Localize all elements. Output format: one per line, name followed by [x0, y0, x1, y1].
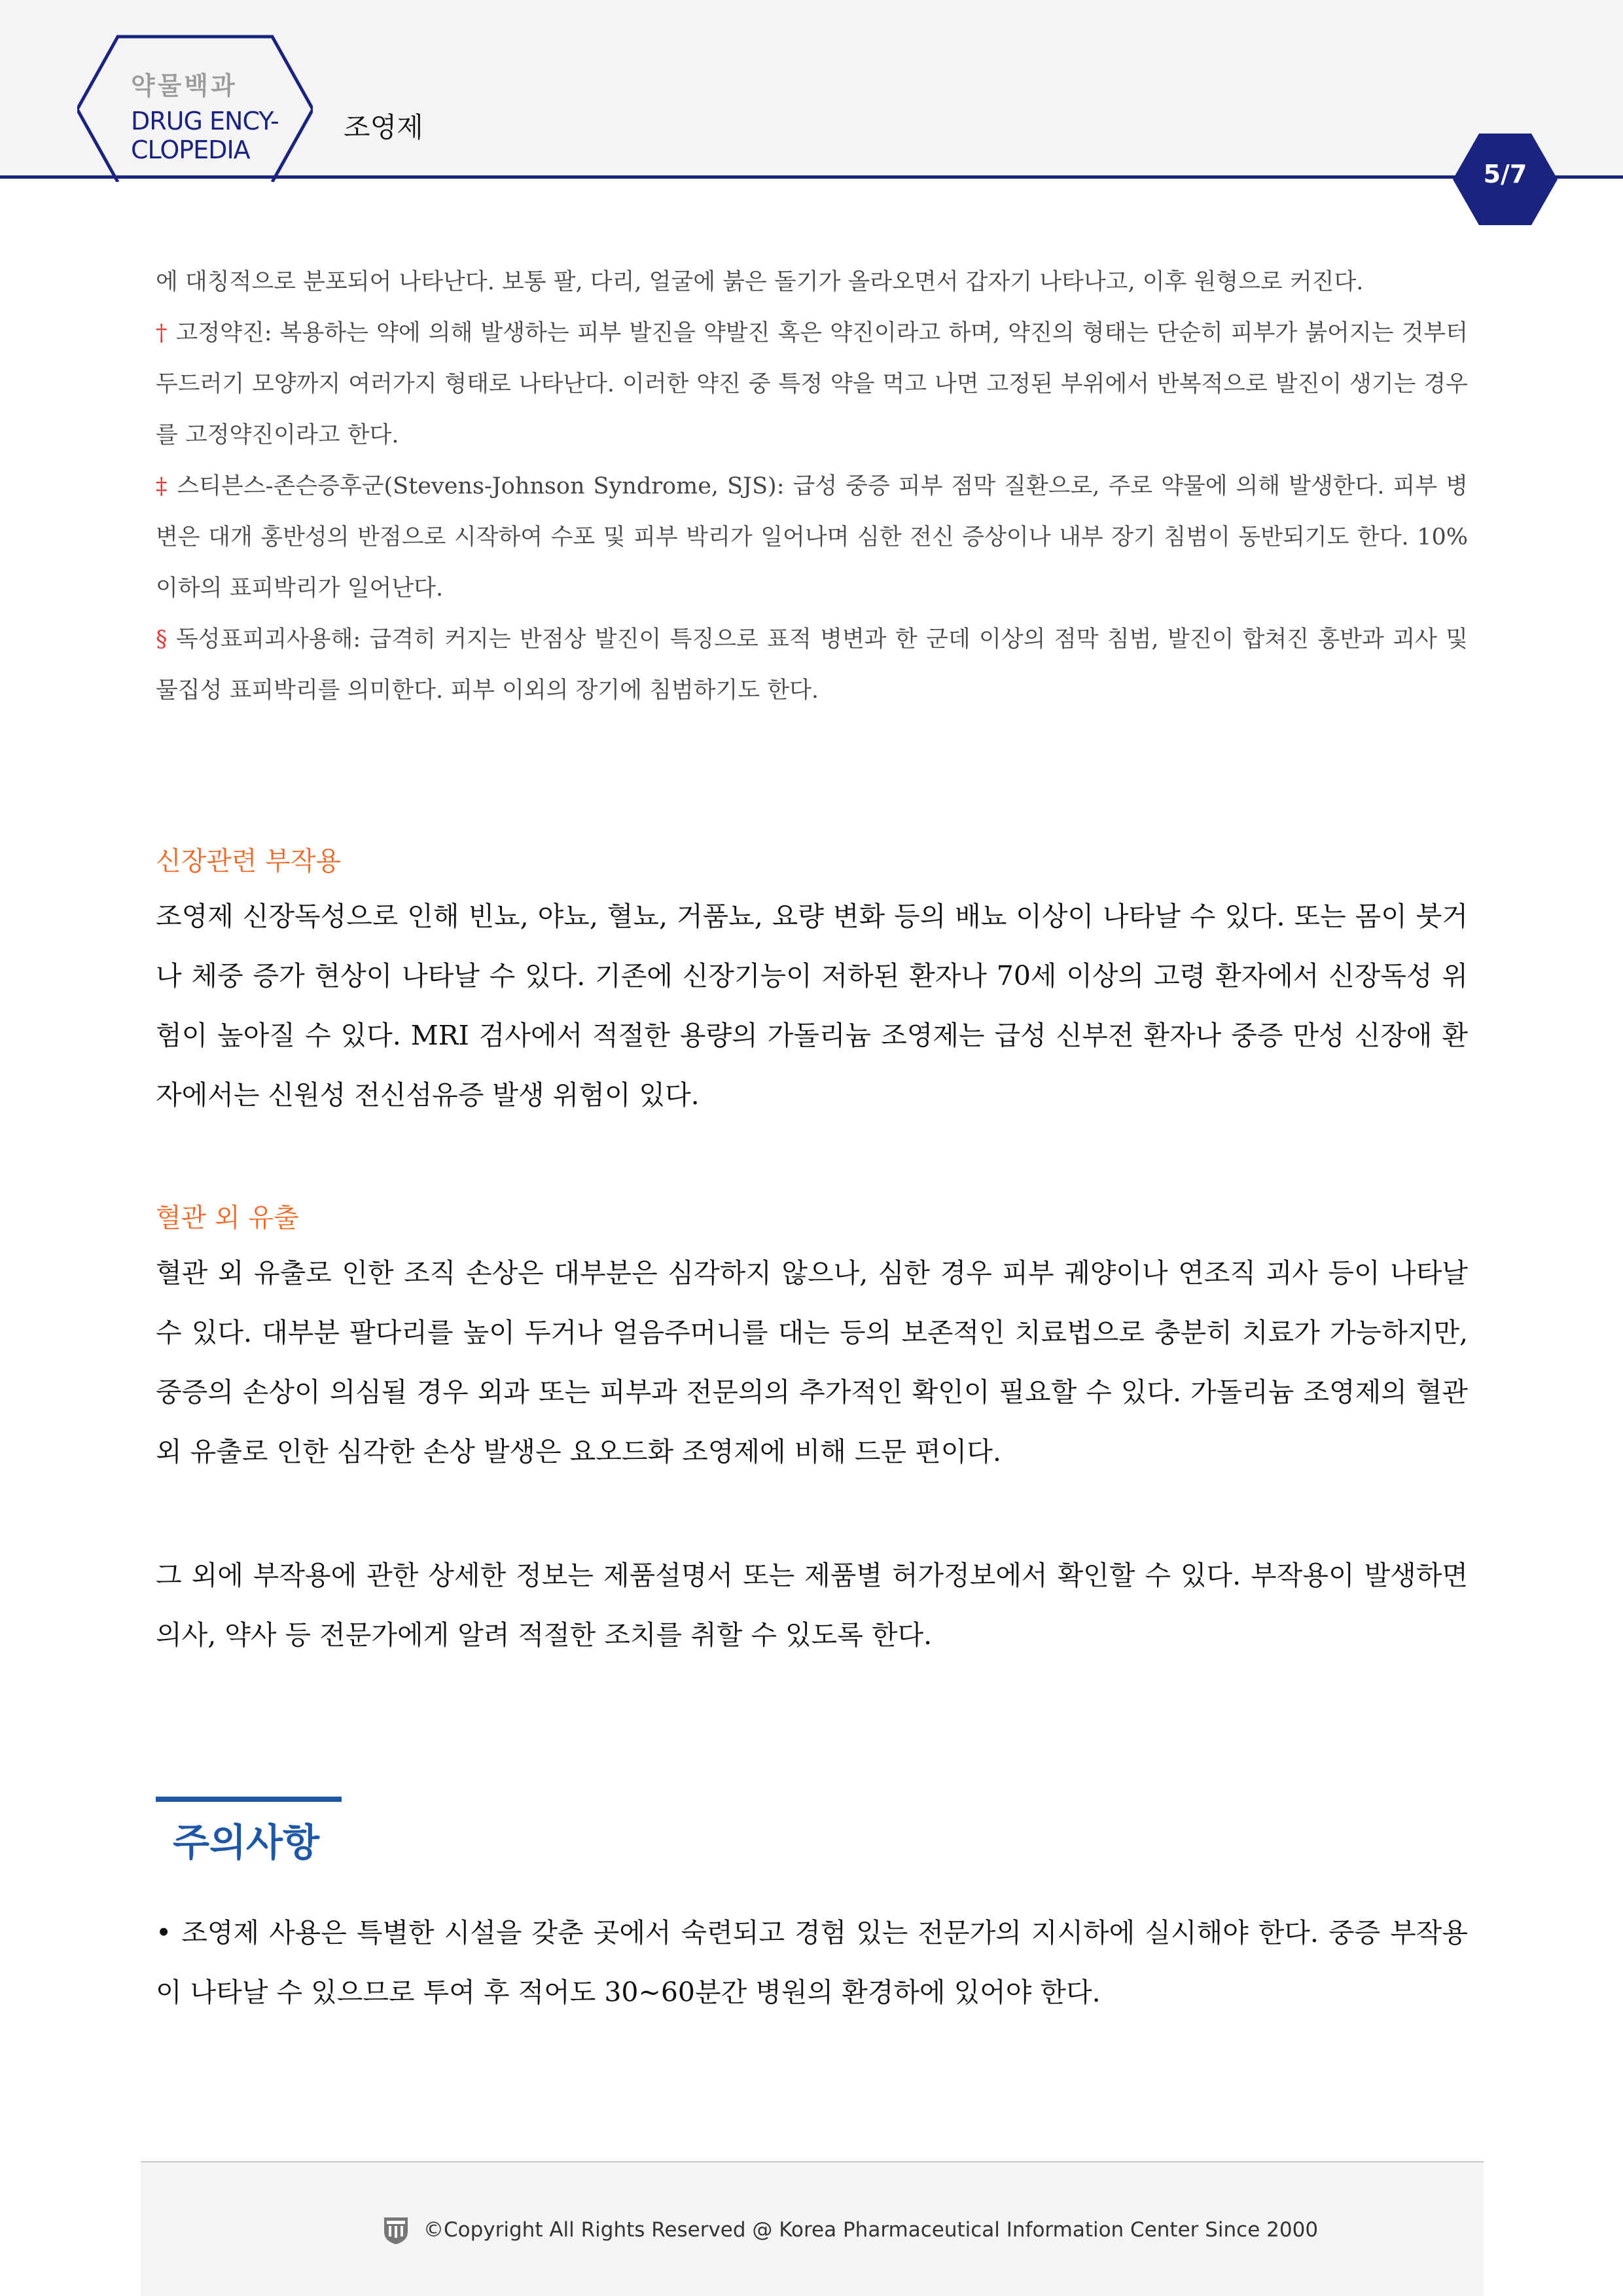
footnotes — [156, 257, 1468, 716]
logo-english-line2: CLOPEDIA — [131, 135, 250, 164]
page-footer — [141, 2161, 1484, 2296]
copyright-text: ©Copyright All Rights Reserved @ Korea Pharmaceutical Information Center Since 2000 — [423, 2218, 1319, 2242]
footnote: † 고정약진: 복용하는 약에 의해 발생하는 피부 발진을 약발진 혹은 약진이라고 하며, 약진의 형태는 단순히 피부가 붉어지는 것부터 두드러기 모양까지 여러가지 형태로 나타난다. 이러한 약진 중 특정 약을 먹고 나면 고정된 부위에서 반복적으로 발진이 생기는 경우를 고정약진이라고 한다. — [156, 320, 1468, 448]
extravasation-section — [156, 1197, 1468, 1482]
caution-title: 주의사항 — [173, 1820, 320, 1865]
logo — [131, 65, 301, 164]
logo-english-line1: DRUG ENCY- — [131, 107, 279, 135]
caution-text: • 조영제 사용은 특별한 시설을 갖춘 곳에서 숙련되고 경험 있는 전문가의 지시하에 실시해야 한다. 중증 부작용이 나타날 수 있으므로 투여 후 적어도 30~60분간 병원의 환경하에 있어야 한다. — [156, 1917, 1468, 2008]
page-number: 5/7 — [1483, 160, 1527, 188]
section-body: 혈관 외 유출로 인한 조직 손상은 대부분은 심각하지 않으나, 심한 경우 피부 궤양이나 연조직 괴사 등이 나타날 수 있다. 대부분 팔다리를 높이 두거나 얼음주머니를 대는 등의 보존적인 치료법으로 충분히 치료가 가능하지만, 중증의 손상이 의심될 경우 외과 또는 피부과 전문의의 추가적인 확인이 필요할 수 있다. 가돌리늄 조영제의 혈관 외 유출로 인한 심각한 손상 발생은 요오드화 조영제에 비해 드문 편이다. — [156, 1257, 1468, 1467]
caution-body — [156, 1903, 1468, 2022]
document-title: 조영제 — [344, 111, 423, 143]
section-heading: 신장관련 부작용 — [156, 846, 342, 876]
other-info-text: 그 외에 부작용에 관한 상세한 정보는 제품설명서 또는 제품별 허가정보에서 확인할 수 있다. 부작용이 발생하면 의사, 약사 등 전문가에게 알려 적절한 조치를 취할 수 있도록 한다. — [156, 1560, 1468, 1651]
caution-heading-bar — [156, 1797, 342, 1802]
section-body: 조영제 신장독성으로 인해 빈뇨, 야뇨, 혈뇨, 거품뇨, 요량 변화 등의 배뇨 이상이 나타날 수 있다. 또는 몸이 붓거나 체중 증가 현상이 나타날 수 있다. 기존에 신장기능이 저하된 환자나 70세 이상의 고령 환자에서 신장독성 위험이 높아질 수 있다. MRI 검사에서 적절한 용량의 가돌리늄 조영제는 급성 신부전 환자나 중증 만성 신장애 환자에서는 신원성 전신섬유증 발생 위험이 있다. — [156, 901, 1468, 1111]
footnote: ‡ 스티븐스-존슨증후군(Stevens-Johnson Syndrome, SJS): 급성 중증 피부 점막 질환으로, 주로 약물에 의해 발생한다. 피부 병변은 대개 홍반성의 반점으로 시작하여 수포 및 피부 박리가 일어나며 심한 전신 증상이나 내부 장기 침범이 동반되기도 한다. 10% 이하의 표피박리가 일어난다. — [156, 473, 1468, 601]
section-heading: 혈관 외 유출 — [156, 1203, 299, 1233]
kidney-section — [156, 840, 1468, 1125]
other-info — [156, 1546, 1468, 1665]
bullet: • — [156, 1917, 172, 1948]
footnote: § 독성표피괴사용해: 급격히 커지는 반점상 발진이 특징으로 표적 병변과 한 군데 이상의 점막 침범, 발진이 합쳐진 홍반과 괴사 및 물집성 표피박리를 의미한다. 피부 이외의 장기에 침범하기도 한다. — [156, 626, 1468, 704]
logo-korean: 약물백과 — [131, 71, 238, 100]
pharmacy-emblem-icon — [383, 2215, 409, 2245]
footnote: 에 대칭적으로 분포되어 나타난다. 보통 팔, 다리, 얼굴에 붉은 돌기가 올라오면서 갑자기 나타나고, 이후 원형으로 커진다. — [156, 269, 1364, 295]
